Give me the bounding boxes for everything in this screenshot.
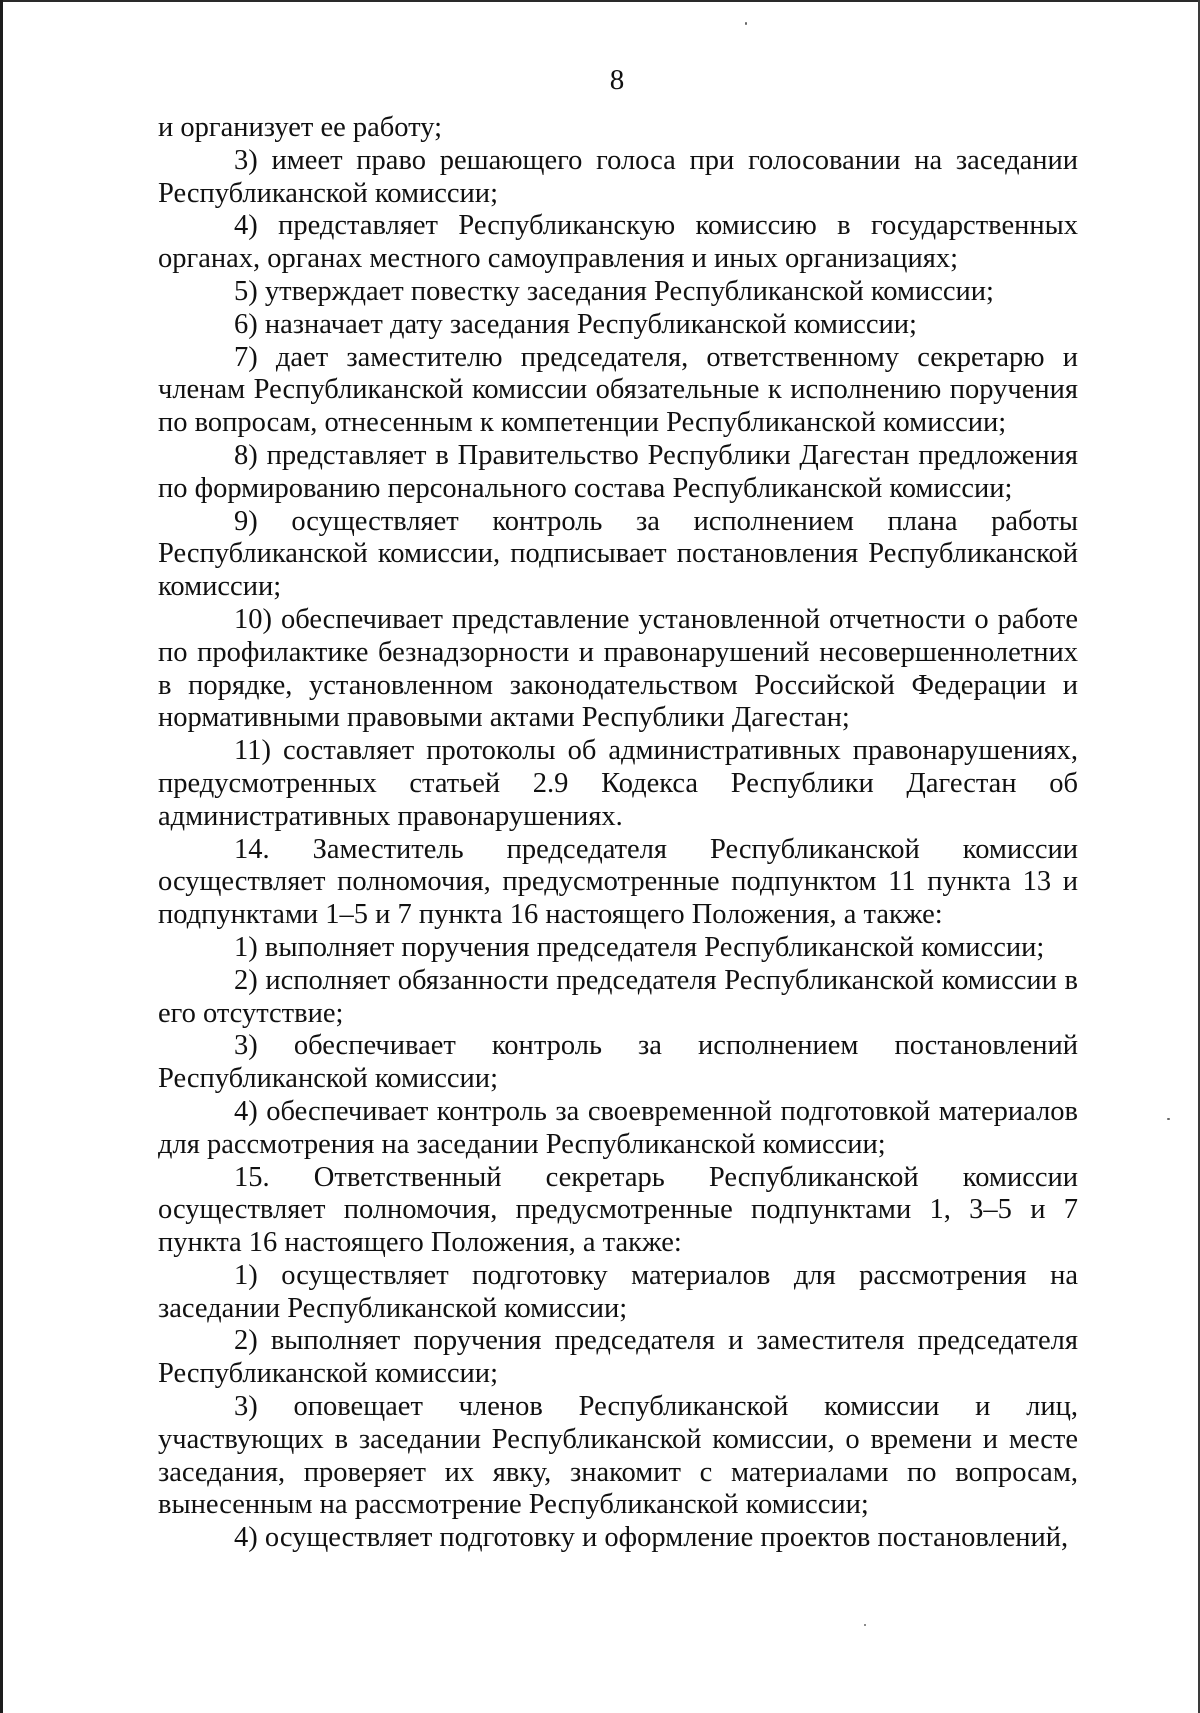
- paragraph: 8) представляет в Правительство Республики Дагестан предложения по формированию персонального состава Республиканской комиссии;: [158, 439, 1078, 504]
- scan-speck: [745, 22, 747, 25]
- scan-speck: [1167, 1118, 1170, 1120]
- page-number: 8: [609, 64, 625, 96]
- paragraph: 7) дает заместителю председателя, ответственному секретарю и членам Республиканской комиссии обязательные к исполнению поручения по вопросам, отнесенным к компетенции Республиканской комиссии;: [158, 341, 1078, 439]
- document-body: [158, 112, 1078, 1555]
- paragraph: 10) обеспечивает представление установленной отчетности о работе по профилактике безнадзорности и правонарушений несовершеннолетних в порядке, установленном законодательством Российской Федерации и нормативными правовыми актами Республики Дагестан;: [158, 603, 1078, 734]
- paragraph: 14. Заместитель председателя Республиканской комиссии осуществляет полномочия, предусмотренные подпунктом 11 пункта 13 и подпунктами 1–5 и 7 пункта 16 настоящего Положения, а также:: [158, 833, 1078, 931]
- paragraph: 2) выполняет поручения председателя и заместителя председателя Республиканской комиссии;: [158, 1325, 1078, 1390]
- paragraph: 4) представляет Республиканскую комиссию в государственных органах, органах местного самоуправления и иных организациях;: [158, 210, 1078, 275]
- paragraph: 1) выполняет поручения председателя Республиканской комиссии;: [234, 931, 1045, 963]
- paragraph: 4) осуществляет подготовку и оформление проектов постановлений,: [234, 1522, 1069, 1554]
- scan-speck: [864, 1624, 866, 1626]
- paragraph: 15. Ответственный секретарь Республиканской комиссии осуществляет полномочия, предусмотренные подпунктами 1, 3–5 и 7 пункта 16 настоящего Положения, а также:: [158, 1161, 1078, 1259]
- paragraph: 11) составляет протоколы об административных правонарушениях, предусмотренных статьей 2.9 Кодекса Республики Дагестан об административных правонарушениях.: [158, 735, 1078, 832]
- paragraph: 3) оповещает членов Республиканской комиссии и лиц, участвующих в заседании Республиканской комиссии, о времени и месте заседания, проверяет их явку, знакомит с материалами по вопросам, вынесенным на рассмотрение Республиканской комиссии;: [158, 1391, 1078, 1521]
- paragraph: 9) осуществляет контроль за исполнением плана работы Республиканской комиссии, подписывает постановления Республиканской комиссии;: [158, 505, 1078, 603]
- paragraph: 6) назначает дату заседания Республиканской комиссии;: [234, 308, 917, 340]
- paragraph: 4) обеспечивает контроль за своевременной подготовкой материалов для рассмотрения на заседании Республиканской комиссии;: [158, 1095, 1078, 1160]
- paragraph: 3) обеспечивает контроль за исполнением постановлений Республиканской комиссии;: [158, 1030, 1078, 1095]
- paragraph: 5) утверждает повестку заседания Республиканской комиссии;: [234, 275, 994, 307]
- scan-top-edge: [0, 0, 1200, 2]
- paragraph: и организует ее работу;: [158, 112, 443, 143]
- paragraph: 3) имеет право решающего голоса при голосовании на заседании Республиканской комиссии;: [158, 144, 1078, 209]
- paragraph: 2) исполняет обязанности председателя Республиканской комиссии в его отсутствие;: [158, 964, 1078, 1029]
- paragraph: 1) осуществляет подготовку материалов для рассмотрения на заседании Республиканской комиссии;: [158, 1259, 1078, 1324]
- scan-left-edge: [0, 0, 3, 1713]
